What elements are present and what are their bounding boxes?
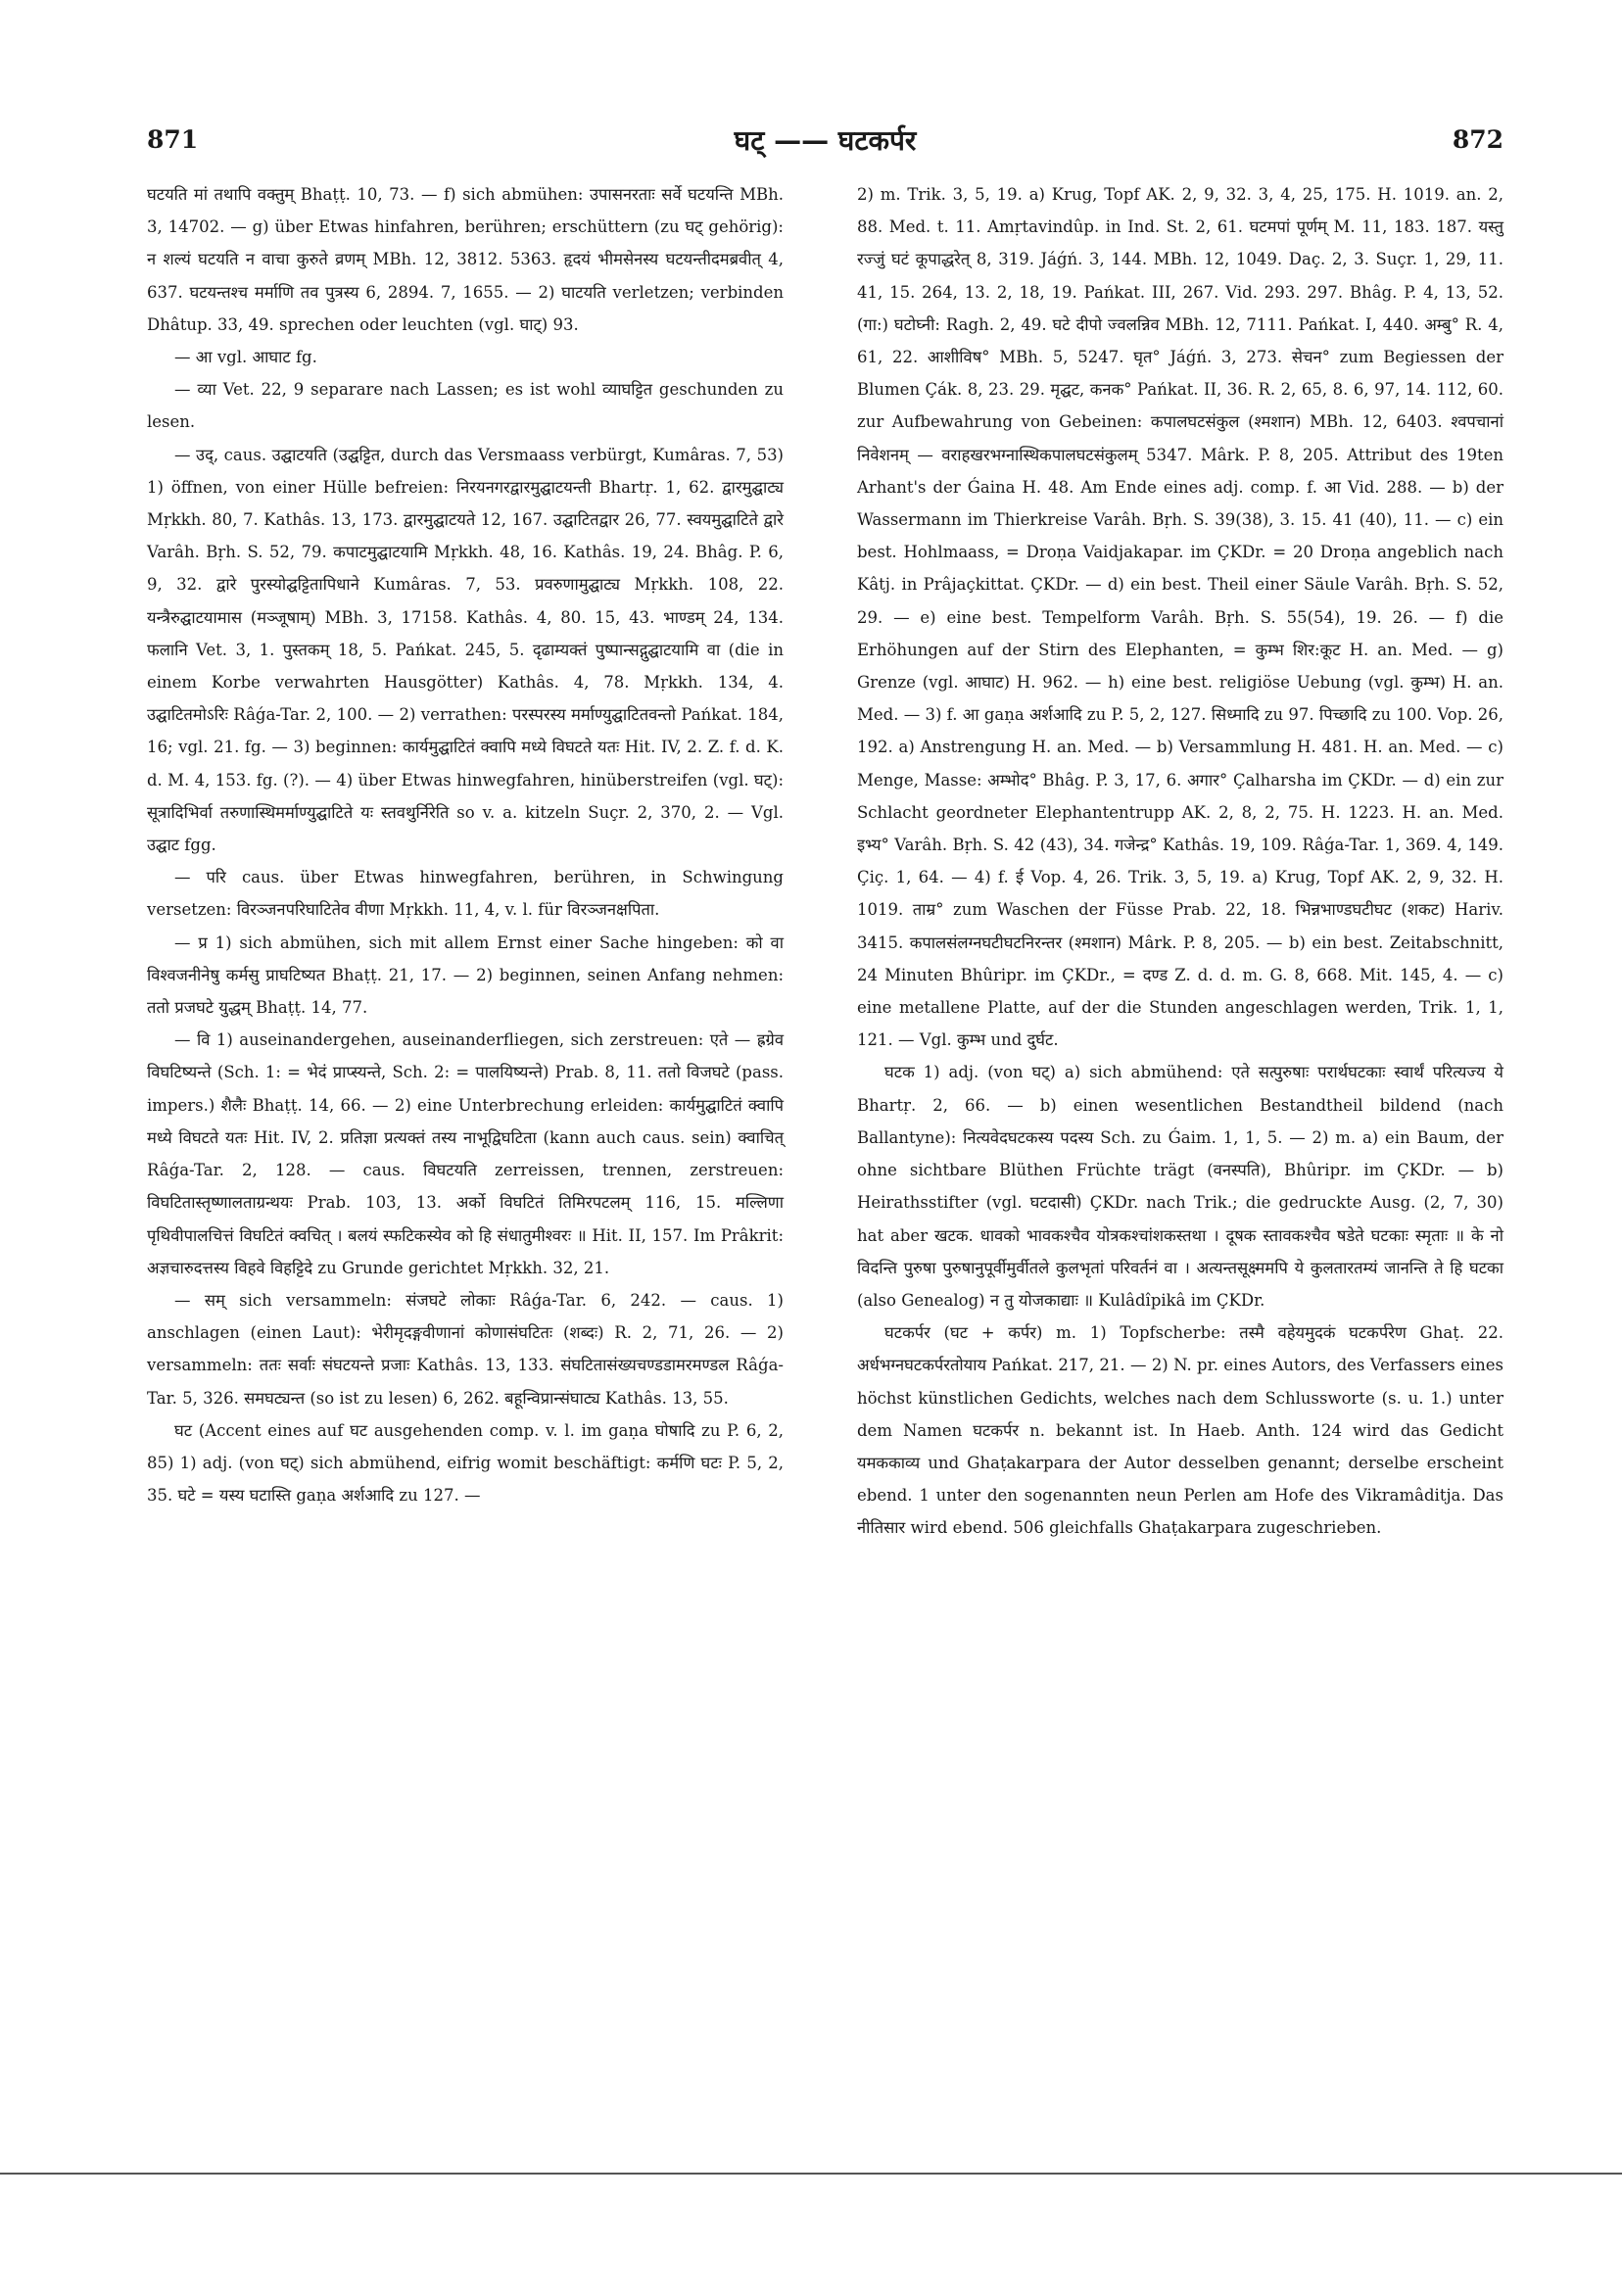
entry-paragraph: — प्र 1) sich abmühen, sich mit allem Ernst einer Sache hingeben: को वा विश्वजनीनेषु कर्मसु प्राघटिष्यत Bhaṭṭ. 21, 17. — 2) beginnen, seinen Anfang nehmen: ततो प्रजघटे युद्धम् Bhaṭṭ. 14, 77. (147, 933, 784, 1018)
left-column (147, 178, 784, 1511)
headword-entry: घटकर्पर (घट + कर्पर) m. 1) Topfscherbe: तस्मै वहेयमुदकं घटकर्परेण Ghaṭ. 22. अर्धभग्नघटकर्परतोयाय Pańkat. 217, 21. — 2) N. pr. eines Autors, des Verfassers eines höchst künstlichen Gedichts, welches nach dem Schlussworte (s. u. 1.) unter dem Namen घटकर्पर n. bekannt ist. In Haeb. Anth. 124 wird das Gedicht यमककाव्य und Ghaṭakarpara der Autor desselben genannt; derselbe erscheint ebend. 1 unter den sogenannten neun Perlen am Hofe des Vikramâditja. Das नीतिसार wird ebend. 506 gleichfalls Ghaṭakarpara zugeschrieben. (857, 1323, 1503, 1538)
entry-paragraph: 2) m. Trik. 3, 5, 19. a) Krug, Topf AK. 2, 9, 32. 3, 4, 25, 175. H. 1019. an. 2, 88. Med. t. 11. Amṛtavindûp. in Ind. St. 2, 61. घटमपां पूर्णम् M. 11, 183. 187. यस्तु रज्जुं घटं कूपाद्धरेत् 8, 319. Jáǵń. 3, 144. MBh. 12, 1049. Daç. 2, 3. Suçr. 1, 29, 11. 41, 15. 264, 13. 2, 18, 19. Pańkat. III, 267. Vid. 293. 297. Bhâg. P. 4, 13, 52. (गा:) घटोघ्नी: Ragh. 2, 49. घटे दीपो ज्वलन्निव MBh. 12, 7111. Pańkat. I, 440. अम्बु° R. 4, 61, 22. आशीविष° MBh. 5, 5247. घृत° Jáǵń. 3, 273. सेचन° zum Begiessen der Blumen Çák. 8, 23. 29. मृद्घट, कनक° Pańkat. II, 36. R. 2, 65, 8. 6, 97, 14. 112, 60. zur Aufbewahrung von Gebeinen: कपालघटसंकुल (श्मशान) MBh. 12, 6403. श्वपचानां निवेशनम् — वराहखरभग्नास्थिकपालघटसंकुलम् 5347. Mârk. P. 8, 205. Attribut des 19ten Arhant's der Ǵaina H. 48. Am Ende eines adj. comp. f. आ Vid. 288. — b) der Wassermann im Thierkreise Varâh. Bṛh. S. 39(38), 3. 15. 41 (40), 11. — c) ein best. Hohlmaass, = Droṇa Vaidjakapar. im ÇKDr. = 20 Droṇa angeblich nach Kâtj. in Prâjaçkittat. ÇKDr. — d) ein best. Theil einer Säule Varâh. Bṛh. S. 52, 29. — e) eine best. Tempelform Varâh. Bṛh. S. 55(54), 19. 26. — f) die Erhöhungen auf der Stirn des Elephanten, = कुम्भ शिर:कूट H. an. Med. — g) Grenze (vgl. आघाट) H. 962. — h) eine best. religiöse Uebung (vgl. कुम्भ) H. an. Med. — 3) f. आ gaṇa अर्शआदि zu P. 5, 2, 127. सिध्मादि zu 97. पिच्छादि zu 100. Vop. 26, 192. a) Anstrengung H. an. Med. — b) Versammlung H. 481. H. an. Med. — c) Menge, Masse: अम्भोद° Bhâg. P. 3, 17, 6. अगार° Çalharsha im ÇKDr. — d) ein zur Schlacht geordneter Elephantentrupp AK. 2, 8, 2, 75. H. 1223. H. an. Med. इभ्य° Varâh. Bṛh. S. 42 (43), 34. गजेन्द्र° Kathâs. 19, 109. Râǵa-Tar. 1, 369. 4, 149. Çiç. 1, 64. — 4) f. ई Vop. 4, 26. Trik. 3, 5, 19. a) Krug, Topf AK. 2, 9, 32. H. 1019. ताम्र° zum Waschen der Füsse Prab. 22, 18. भिन्नभाण्डघटीघट (शकट) Hariv. 3415. कपालसंलग्नघटीघटनिरन्तर (श्मशान) Mârk. P. 8, 205. — b) ein best. Zeitabschnitt, 24 Minuten Bhûripr. im ÇKDr., = दण्ड Z. d. d. m. G. 8, 668. Mit. 145, 4. — c) eine metallene Platte, auf der die Stunden angeschlagen werden, Trik. 1, 1, 121. — Vgl. कुम्भ und दुर्घट. (857, 185, 1503, 1050)
headword-entry: घटक 1) adj. (von घट्) a) sich abmühend: एते सत्पुरुषाः परार्थघटकाः स्वार्थं परित्यज्य ये Bhartṛ. 2, 66. — b) einen wesentlichen Bestandtheil bildend (nach Ballantyne): नित्यवेदघटकस्य पदस्य Sch. zu Ǵaim. 1, 1, 5. — 2) m. a) ein Baum, der ohne sichtbare Blüthen Früchte trägt (वनस्पति), Bhûripr. im ÇKDr. — b) Heirathsstifter (vgl. घटदासी) ÇKDr. nach Trik.; die gedruckte Ausg. (2, 7, 30) hat aber खटक. धावको भावकश्चैव योत्रकश्चांशकस्तथा । दूषक स्तावकश्चैव षडेते घटकाः स्मृताः ॥ के नो विदन्ति पुरुषा पुरुषानुपूर्वीमुर्वीतले कुलभृतां परिवर्तनं वा । अत्यन्तसूक्ष्ममपि ये कुलतारतम्यं जानन्ति ते हि घटका (also Genealog) न तु योजकाद्याः ॥ Kulâdîpikâ im ÇKDr. (857, 1063, 1503, 1310)
entry-paragraph: — आ vgl. आघाट fg. (174, 348, 317, 367)
headword-entry: घट (Accent eines auf घट ausgehenden comp. v. l. im gaṇa घोषादि zu P. 6, 2, 85) 1) adj. (von घट्) sich abmühend, eifrig womit beschäftigt: कर्मणि घटः P. 5, 2, 35. घटे = यस्य घटास्ति gaṇa अर्शआदि zu 127. — (147, 1420, 784, 1506)
running-title: घट् —— घटकर्पर (734, 124, 917, 157)
right-column (857, 178, 1503, 1545)
entry-paragraph: — उद्, caus. उद्घाटयति (उद्घट्टित, durch das Versmaass verbürgt, Kumâras. 7, 53) 1) öffnen, von einer Hülle befreien: निरयनगरद्वारमुद्घाटयन्ती Bhartṛ. 1, 62. द्वारमुद्घाट्य Mṛkkh. 80, 7. Kathâs. 13, 173. द्वारमुद्घाटयते 12, 167. उद्घाटितद्वार 26, 77. स्वयमुद्घाटिते द्वारे Varâh. Bṛh. S. 52, 79. कपाटमुद्घाटयामि Mṛkkh. 48, 16. Kathâs. 19, 24. Bhâg. P. 6, 9, 32. द्वारे पुरस्योद्घट्टितापिधाने Kumâras. 7, 53. प्रवरुणामुद्घाट्य Mṛkkh. 108, 22. यन्त्रैरुद्घाटयामास (मञ्जूषाम्) MBh. 3, 17158. Kathâs. 4, 80. 15, 43. भाण्डम् 24, 134. फलानि Vet. 3, 1. पुस्तकम् 18, 5. Pańkat. 245, 5. दृढाम्यक्तं पुष्पान्सद्गुद्घाटयामि वा (die in einem Korbe verwahrten Hausgötter) Kathâs. 4, 78. Mṛkkh. 134, 4. उद्घाटितमोऽरिः Râǵa-Tar. 2, 100. — 2) verrathen: परस्परस्य मर्माण्युद्घाटितवन्तो Pańkat. 184, 16; vgl. 21. fg. — 3) beginnen: कार्यमुद्घाटितं क्वापि मध्ये विघटते यतः Hit. IV, 2. Z. f. d. K. d. M. 4, 153. fg. (?). — 4) über Etwas hinwegfahren, hinüberstreifen (vgl. घट्): सूत्रादिभिर्वा तरुणास्थिमर्माण्युद्घाटिते यः स्तवथुर्निरेति so v. a. kitzeln Suçr. 2, 370, 2. — Vgl. उद्घाट fgg. (147, 445, 784, 855)
bottom-divider (0, 2173, 1622, 2175)
entry-paragraph: — वि 1) auseinandergehen, auseinanderfliegen, sich zerstreuen: एते — ह्रग्रेव विघटिष्यन्ते (Sch. 1: = भेदं प्राप्स्यन्ते, Sch. 2: = पालयिष्यन्ते) Prab. 8, 11. ततो विजघटे (pass. impers.) शैलैः Bhaṭṭ. 14, 66. — 2) eine Unterbrechung erleiden: कार्यमुद्घाटितं क्वापि मध्ये विघटते यतः Hit. IV, 2. प्रतिज्ञा प्रत्यक्तं तस्य नाभूद्विघटिता (kann auch caus. sein) क्वाचित् Râǵa-Tar. 2, 128. — caus. विघटयति zerreissen, trennen, zerstreuen: विघटितास्तृष्णालताग्रन्थयः Prab. 103, 13. अर्को विघटितं तिमिरपटलम् 116, 15. मल्लिणा पृथिवीपालचित्तं विघटितं क्वचित् । बलयं स्फटिकस्येव को हि संधातुमीश्वरः ॥ Hit. II, 157. Im Prâkrit: अज्ञचारुदत्तस्य विहवे विहट्टिदे zu Grunde gerichtet Mṛkkh. 32, 21. (147, 1030, 784, 1277)
entry-paragraph: घटयति मां तथापि वक्तुम् Bhaṭṭ. 10, 73. — f) sich abmühen: उपासनरताः सर्वे घटयन्ति MBh. 3, 14702. — g) über Etwas hinfahren, berühren; erschüttern (zu घट् gehörig): न शल्यं घटयति न वाचा कुरुते व्रणम् MBh. 12, 3812. 5363. हृदयं भीमसेनस्य घटयन्तीदमब्रवीत् 4, 637. घटयन्तश्च मर्माणि तव पुत्रस्य 6, 2894. 7, 1655. — 2) घाटयति verletzen; verbinden Dhâtup. 33, 49. sprechen oder leuchten (vgl. घाट्) 93. (147, 185, 784, 334)
entry-paragraph: — परि caus. über Etwas hinwegfahren, berühren, in Schwingung versetzen: विरञ्जनपरिघाटितेव वीणा Mṛkkh. 11, 4, v. l. für विरञ्जनक्षपिता. (147, 868, 784, 920)
page-number-right: 872 (1452, 125, 1503, 154)
entry-paragraph: — व्या Vet. 22, 9 separare nach Lassen; es ist wohl व्याघट्टित geschunden zu lesen. (147, 380, 784, 432)
page-header (147, 116, 1503, 165)
entry-paragraph: — सम् sich versammeln: संजघटे लोकाः Râǵa-Tar. 6, 242. — caus. 1) anschlagen (einen Laut): भेरीमृदङ्गवीणानां कोणासंघटितः (शब्दः) R. 2, 71, 26. — 2) versammeln: ततः सर्वाः संघटयन्ते प्रजाः Kathâs. 13, 133. संघटितासंख्यचण्डडामरमण्डल Râǵa-Tar. 5, 326. समघट्यन्त (so ist zu lesen) 6, 262. बहून्विप्रान्संघाट्य Kathâs. 13, 55. (147, 1290, 784, 1408)
page-number-left: 871 (147, 125, 199, 154)
